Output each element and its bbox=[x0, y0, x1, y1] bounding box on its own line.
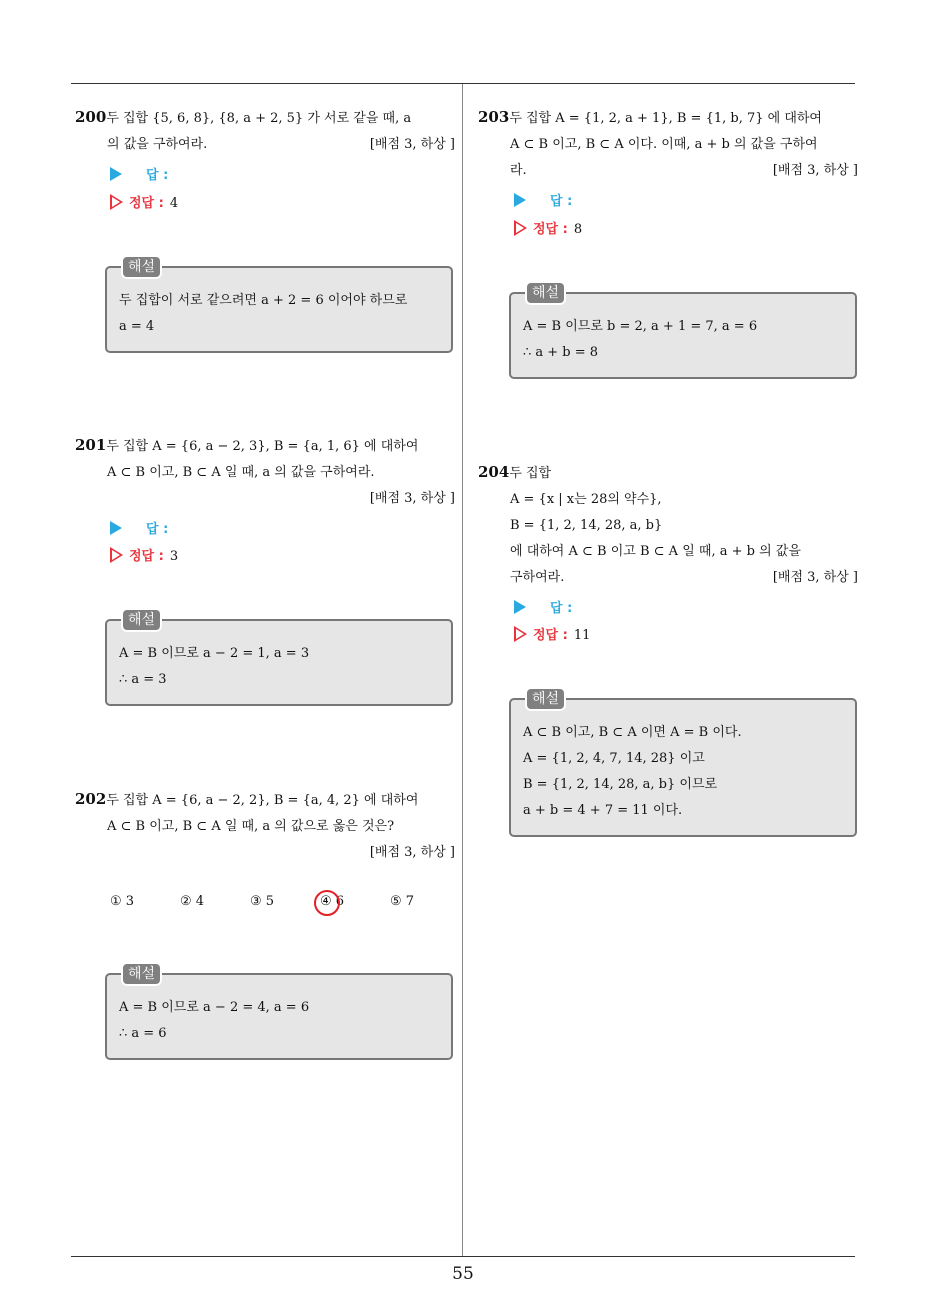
correct-answer bbox=[110, 192, 178, 211]
answer-blank[interactable] bbox=[110, 518, 168, 537]
triangle-icon bbox=[514, 193, 526, 207]
correct-value: 8 bbox=[573, 222, 583, 237]
problem-text: 두 집합 A = {1, 2, a + 1}, B = {1, b, 7} 에 대하여 bbox=[509, 111, 822, 126]
answer-label: 답 : bbox=[550, 194, 573, 209]
answer-circle-mark bbox=[314, 890, 340, 916]
score-label: [배점 3, 하상 ] bbox=[369, 137, 455, 152]
score-label: [배점 3, 하상 ] bbox=[772, 570, 858, 585]
problem-text: A ⊂ B 이고, B ⊂ A 이다. 이때, a + b 의 값을 구하여 bbox=[510, 137, 818, 152]
correct-value: 11 bbox=[573, 628, 591, 643]
solution-line: A ⊂ B 이고, B ⊂ A 이면 A = B 이다. bbox=[523, 725, 742, 740]
problem-text: A ⊂ B 이고, B ⊂ A 일 때, a 의 값으로 옳은 것은? bbox=[107, 819, 395, 834]
outline-triangle-icon bbox=[514, 220, 527, 236]
page-number: 55 bbox=[452, 1264, 474, 1284]
answer-label: 답 : bbox=[146, 522, 169, 537]
correct-value: 3 bbox=[169, 549, 179, 564]
solution-line: ∴ a = 6 bbox=[119, 1026, 167, 1041]
problem-204 bbox=[478, 459, 858, 591]
correct-answer bbox=[110, 545, 178, 564]
choice-4[interactable] bbox=[320, 894, 344, 909]
solution-line: A = B 이므로 a − 2 = 1, a = 3 bbox=[119, 646, 310, 661]
solution-line: a = 4 bbox=[119, 319, 155, 334]
problem-text: 의 값을 구하여라. bbox=[107, 137, 208, 152]
solution-line: A = {1, 2, 4, 7, 14, 28} 이고 bbox=[523, 751, 705, 766]
score-label: [배점 3, 하상 ] bbox=[772, 163, 858, 178]
solution-tag: 해설 bbox=[121, 962, 162, 986]
solution-box bbox=[509, 285, 857, 379]
problem-number: 202 bbox=[75, 790, 107, 808]
solution-box bbox=[105, 966, 453, 1060]
problem-number: 200 bbox=[75, 108, 107, 126]
solution-line: ∴ a + b = 8 bbox=[523, 345, 599, 360]
choice-1[interactable]: ① 3 bbox=[110, 894, 135, 909]
problem-text: 두 집합 A = {6, a − 2, 2}, B = {a, 4, 2} 에 대하여 bbox=[106, 793, 419, 808]
triangle-icon bbox=[110, 167, 122, 181]
solution-box bbox=[509, 691, 857, 837]
problem-text: 에 대하여 A ⊂ B 이고 B ⊂ A 일 때, a + b 의 값을 bbox=[510, 544, 801, 559]
solution-tag: 해설 bbox=[121, 608, 162, 632]
problem-text: A = {x | x는 28의 약수}, bbox=[510, 492, 662, 507]
column-divider bbox=[462, 84, 463, 1256]
problem-201 bbox=[75, 432, 455, 512]
problem-text: 구하여라. bbox=[510, 570, 565, 585]
solution-tag: 해설 bbox=[525, 687, 566, 711]
score-label: [배점 3, 하상 ] bbox=[369, 491, 455, 506]
answer-blank[interactable] bbox=[110, 164, 168, 183]
problem-text: 두 집합 A = {6, a − 2, 3}, B = {a, 1, 6} 에 대하여 bbox=[106, 439, 419, 454]
correct-answer bbox=[514, 624, 590, 643]
outline-triangle-icon bbox=[514, 626, 527, 642]
problem-text: A ⊂ B 이고, B ⊂ A 일 때, a 의 값을 구하여라. bbox=[107, 465, 375, 480]
triangle-icon bbox=[514, 600, 526, 614]
answer-label: 답 : bbox=[146, 168, 169, 183]
solution-line: A = B 이므로 a − 2 = 4, a = 6 bbox=[119, 1000, 310, 1015]
correct-label: 정답 : bbox=[129, 196, 164, 211]
solution-line: 두 집합이 서로 같으려면 a + 2 = 6 이어야 하므로 bbox=[119, 293, 408, 308]
solution-box bbox=[105, 259, 453, 353]
solution-line: ∴ a = 3 bbox=[119, 672, 167, 687]
problem-number: 203 bbox=[478, 108, 510, 126]
problem-text: 두 집합 bbox=[509, 466, 552, 481]
answer-blank[interactable] bbox=[514, 190, 572, 209]
problem-number: 204 bbox=[478, 463, 510, 481]
problem-text: 라. bbox=[510, 163, 527, 178]
correct-answer bbox=[514, 218, 582, 237]
problem-text: B = {1, 2, 14, 28, a, b} bbox=[510, 518, 663, 533]
solution-line: B = {1, 2, 14, 28, a, b} 이므로 bbox=[523, 777, 718, 792]
problem-202 bbox=[75, 786, 455, 866]
problem-text: 두 집합 {5, 6, 8}, {8, a + 2, 5} 가 서로 같을 때, a bbox=[106, 111, 412, 126]
problem-203 bbox=[478, 104, 858, 184]
solution-line: A = B 이므로 b = 2, a + 1 = 7, a = 6 bbox=[523, 319, 758, 334]
choice-5[interactable]: ⑤ 7 bbox=[390, 894, 415, 909]
choice-list bbox=[110, 894, 450, 914]
choice-4-label: ④ 6 bbox=[320, 894, 345, 909]
bottom-rule bbox=[71, 1256, 855, 1257]
problem-200 bbox=[75, 104, 455, 158]
solution-box bbox=[105, 612, 453, 706]
correct-value: 4 bbox=[169, 196, 179, 211]
outline-triangle-icon bbox=[110, 194, 123, 210]
problem-number: 201 bbox=[75, 436, 107, 454]
choice-2[interactable]: ② 4 bbox=[180, 894, 205, 909]
choice-3[interactable]: ③ 5 bbox=[250, 894, 275, 909]
answer-blank[interactable] bbox=[514, 597, 572, 616]
correct-label: 정답 : bbox=[129, 549, 164, 564]
score-label: [배점 3, 하상 ] bbox=[369, 845, 455, 860]
solution-tag: 해설 bbox=[525, 281, 566, 305]
outline-triangle-icon bbox=[110, 547, 123, 563]
solution-line: a + b = 4 + 7 = 11 이다. bbox=[523, 803, 683, 818]
answer-label: 답 : bbox=[550, 601, 573, 616]
correct-label: 정답 : bbox=[533, 628, 568, 643]
solution-tag: 해설 bbox=[121, 255, 162, 279]
top-rule bbox=[71, 83, 855, 84]
correct-label: 정답 : bbox=[533, 222, 568, 237]
triangle-icon bbox=[110, 521, 122, 535]
